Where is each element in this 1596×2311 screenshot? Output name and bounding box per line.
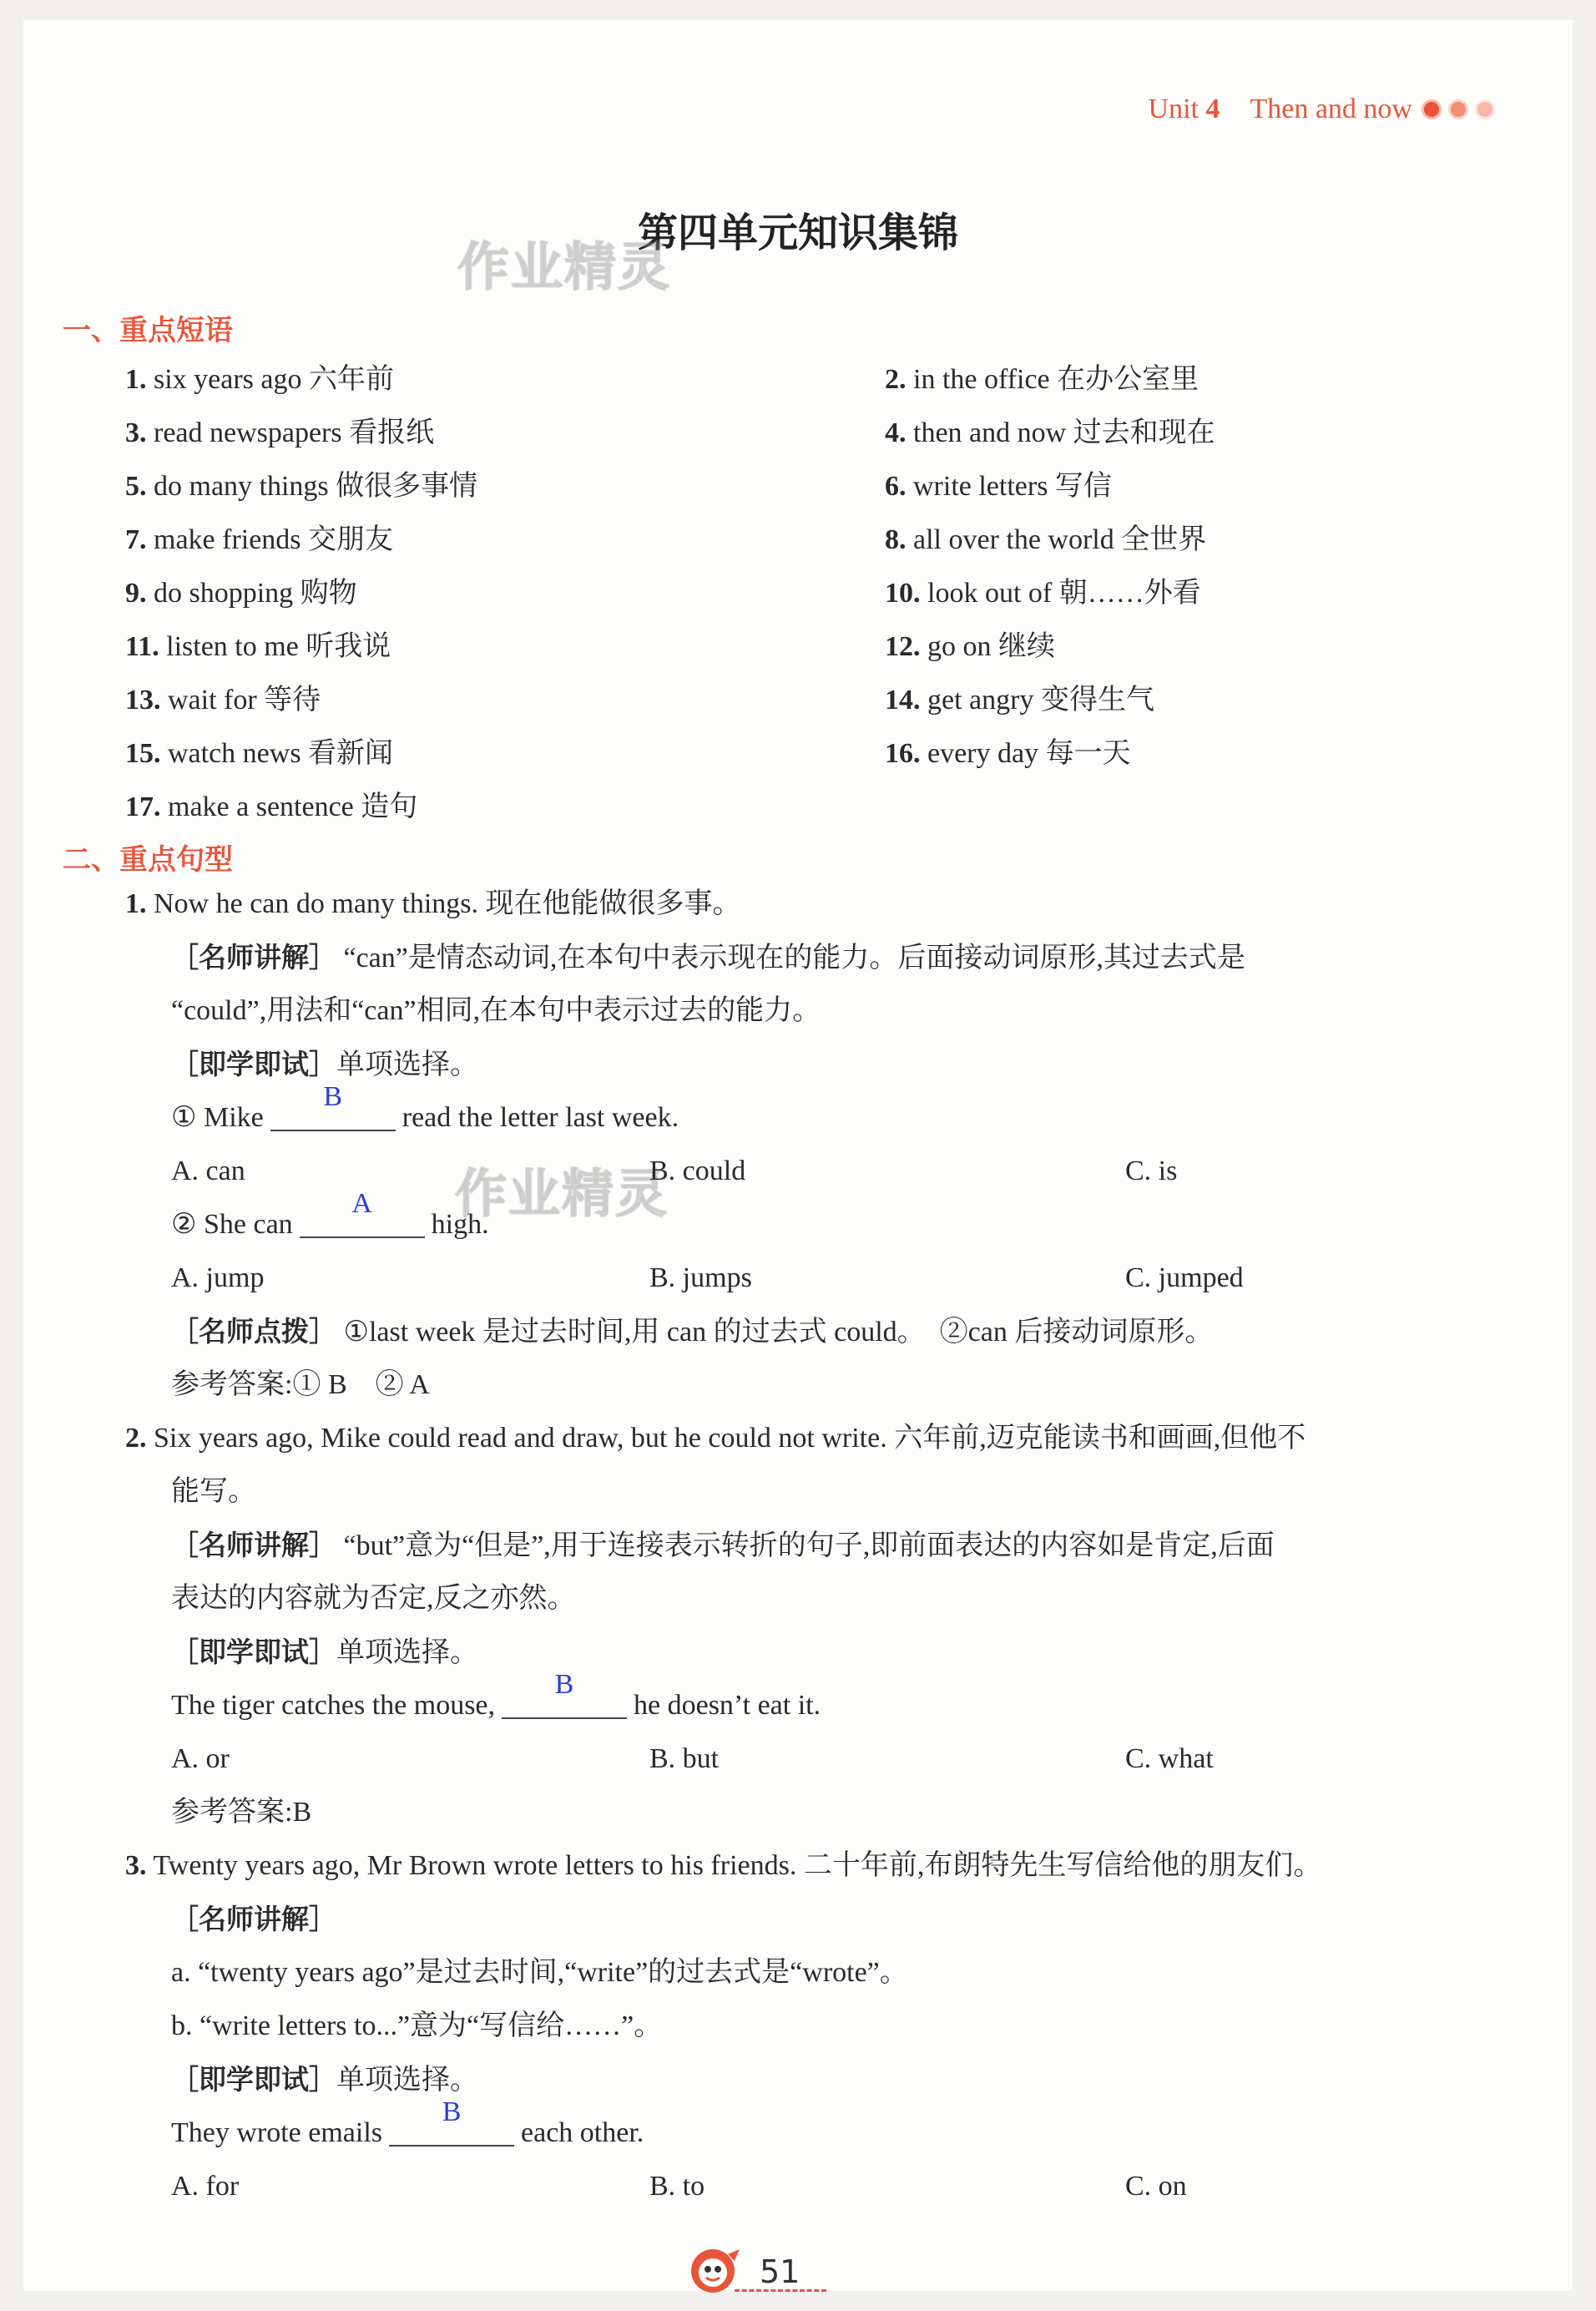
explanation-3-label: ［名师讲解］ (171, 1903, 336, 1935)
phrase-text: all over the world 全世界 (913, 524, 1207, 555)
phrase-number: 5. (125, 471, 147, 502)
phrase-text: wait for 等待 (168, 685, 321, 716)
phrase-number: 2. (885, 364, 907, 395)
footer-dash (735, 2289, 826, 2292)
phrase-item (885, 676, 1154, 717)
phrase-item (885, 463, 1112, 503)
answer-blank[interactable] (502, 1669, 627, 1719)
phrase-item (885, 516, 1206, 557)
phrase-item (125, 516, 393, 557)
watermark: 作业精灵 (455, 1163, 669, 1224)
watermark: 作业精灵 (457, 236, 672, 297)
phrase-text: get angry 变得生气 (927, 685, 1154, 716)
phrase-number: 16. (885, 738, 921, 769)
question-1a: ① Mike B read the letter last week. (171, 1081, 679, 1133)
phrase-text: do shopping 购物 (154, 578, 357, 609)
phrase-text: make a sentence 造句 (168, 791, 418, 822)
phrase-text: every day 每一天 (927, 738, 1131, 769)
page-footer (684, 2246, 800, 2298)
phrase-number: 13. (125, 685, 161, 716)
option-b: B. jumps (649, 1262, 752, 1293)
phrase-text: listen to me 听我说 (166, 631, 391, 662)
question-1b: ② She can A high. (171, 1188, 489, 1240)
question-2: The tiger catches the mouse, B he doesn’t eat it. (171, 1669, 821, 1721)
phrase-item (125, 463, 477, 503)
phrase-item (125, 676, 321, 717)
phrase-text: then and now 过去和现在 (913, 417, 1215, 448)
unit-label: Unit 4 (1148, 94, 1220, 124)
option-b: B. but (649, 1743, 720, 1774)
phrase-number: 10. (885, 578, 921, 609)
option-b: B. to (649, 2171, 705, 2202)
phrase-number: 1. (125, 364, 147, 395)
phrase-text: do many things 做很多事情 (154, 471, 478, 502)
answer-blank[interactable] (270, 1081, 396, 1131)
tip-1: ［名师点拨］ ①last week 是过去时间,用 can 的过去式 could。 ②can 后接动词原形。 (171, 1315, 1214, 1348)
handwritten-answer: B (442, 2096, 462, 2127)
option-a: A. for (171, 2171, 240, 2202)
try-label-3: ［即学即试］单项选择。 (171, 2063, 478, 2096)
phrase-number: 9. (125, 578, 147, 609)
explanation-2: ［名师讲解］ “but”意为“但是”,用于连接表示转折的句子,即前面表达的内容如是肯定,后面 (171, 1529, 1275, 1561)
phrase-number: 3. (125, 417, 147, 448)
section-heading-sentences: 二、重点句型 (63, 843, 233, 877)
handwritten-answer: B (554, 1669, 574, 1700)
phrase-item (885, 569, 1201, 610)
answer-blank[interactable] (300, 1188, 425, 1238)
decor-dot-icon (1451, 102, 1466, 117)
handwritten-answer: A (351, 1188, 372, 1219)
sentence-3: 3. Twenty years ago, Mr Brown wrote letters to his friends. 二十年前,布朗特先生写信给他的朋友们。 (125, 1850, 1322, 1881)
phrase-number: 15. (125, 738, 161, 769)
page-number: 51 (760, 2253, 801, 2290)
section-heading-phrases: 一、重点短语 (63, 314, 233, 347)
phrase-text: watch news 看新闻 (168, 738, 394, 769)
phrase-text: go on 继续 (927, 631, 1055, 662)
phrase-number: 17. (125, 791, 161, 822)
option-a: A. can (171, 1156, 245, 1186)
answer-blank[interactable] (389, 2096, 514, 2147)
phrase-text: write letters 写信 (913, 471, 1112, 502)
option-b: B. could (649, 1156, 746, 1186)
reference-answer-1: 参考答案:① B ② A (171, 1369, 430, 1400)
phrase-number: 12. (885, 631, 921, 662)
page-header (1149, 94, 1492, 125)
phrase-number: 6. (885, 471, 907, 502)
option-c: C. on (1125, 2171, 1187, 2202)
try-label-1: ［即学即试］单项选择。 (171, 1048, 478, 1080)
phrase-item (885, 356, 1199, 397)
phrase-number: 14. (885, 685, 921, 716)
option-c: C. is (1125, 1156, 1178, 1186)
page-title: 第四单元知识集锦 (637, 210, 958, 256)
handwritten-answer: B (323, 1081, 343, 1112)
option-c: C. what (1125, 1743, 1214, 1774)
phrase-item (885, 409, 1215, 450)
phrase-item (125, 356, 394, 397)
sentence-2-cont: 能写。 (171, 1476, 256, 1507)
explanation-3a: a. “twenty years ago”是过去时间,“write”的过去式是“wrote”。 (171, 1957, 908, 1988)
question-3: They wrote emails B each other. (171, 2096, 644, 2148)
phrase-item (125, 730, 393, 771)
option-c: C. jumped (1125, 1262, 1244, 1293)
explanation-1-cont: “could”,用法和“can”相同,在本句中表示过去的能力。 (171, 995, 821, 1026)
phrase-text: look out of 朝……外看 (927, 578, 1201, 609)
phrase-number: 11. (125, 631, 159, 662)
explanation-1: ［名师讲解］ “can”是情态动词,在本句中表示现在的能力。后面接动词原形,其过去式是 (171, 941, 1245, 973)
phrase-item (885, 623, 1055, 664)
phrase-item (125, 569, 357, 610)
reference-answer-2: 参考答案:B (171, 1797, 312, 1828)
phrase-text: read newspapers 看报纸 (154, 417, 435, 448)
phrase-item (125, 409, 434, 450)
option-a: A. jump (171, 1262, 265, 1293)
phrase-number: 4. (885, 417, 907, 448)
explanation-3b: b. “write letters to...”意为“写信给……”。 (171, 2010, 663, 2041)
phrase-item (125, 783, 417, 824)
try-label-2: ［即学即试］单项选择。 (171, 1636, 478, 1668)
sentence-1: 1. Now he can do many things. 现在他能做很多事。 (125, 888, 741, 919)
decor-dot-icon (1477, 102, 1492, 117)
sentence-2: 2. Six years ago, Mike could read and draw, but he could not write. 六年前,迈克能读书和画画,但他不 (125, 1423, 1306, 1454)
phrase-number: 7. (125, 524, 147, 555)
phrase-text: six years ago 六年前 (154, 364, 395, 395)
phrase-text: make friends 交朋友 (154, 524, 394, 555)
unit-title: Then and now (1250, 94, 1412, 124)
phrase-number: 8. (885, 524, 907, 555)
option-a: A. or (171, 1743, 230, 1774)
decor-dot-icon (1424, 102, 1439, 117)
phrase-item (125, 623, 391, 664)
explanation-2-cont: 表达的内容就为否定,反之亦然。 (171, 1583, 576, 1614)
phrase-text: in the office 在办公室里 (913, 364, 1200, 395)
phrase-item (885, 730, 1131, 771)
